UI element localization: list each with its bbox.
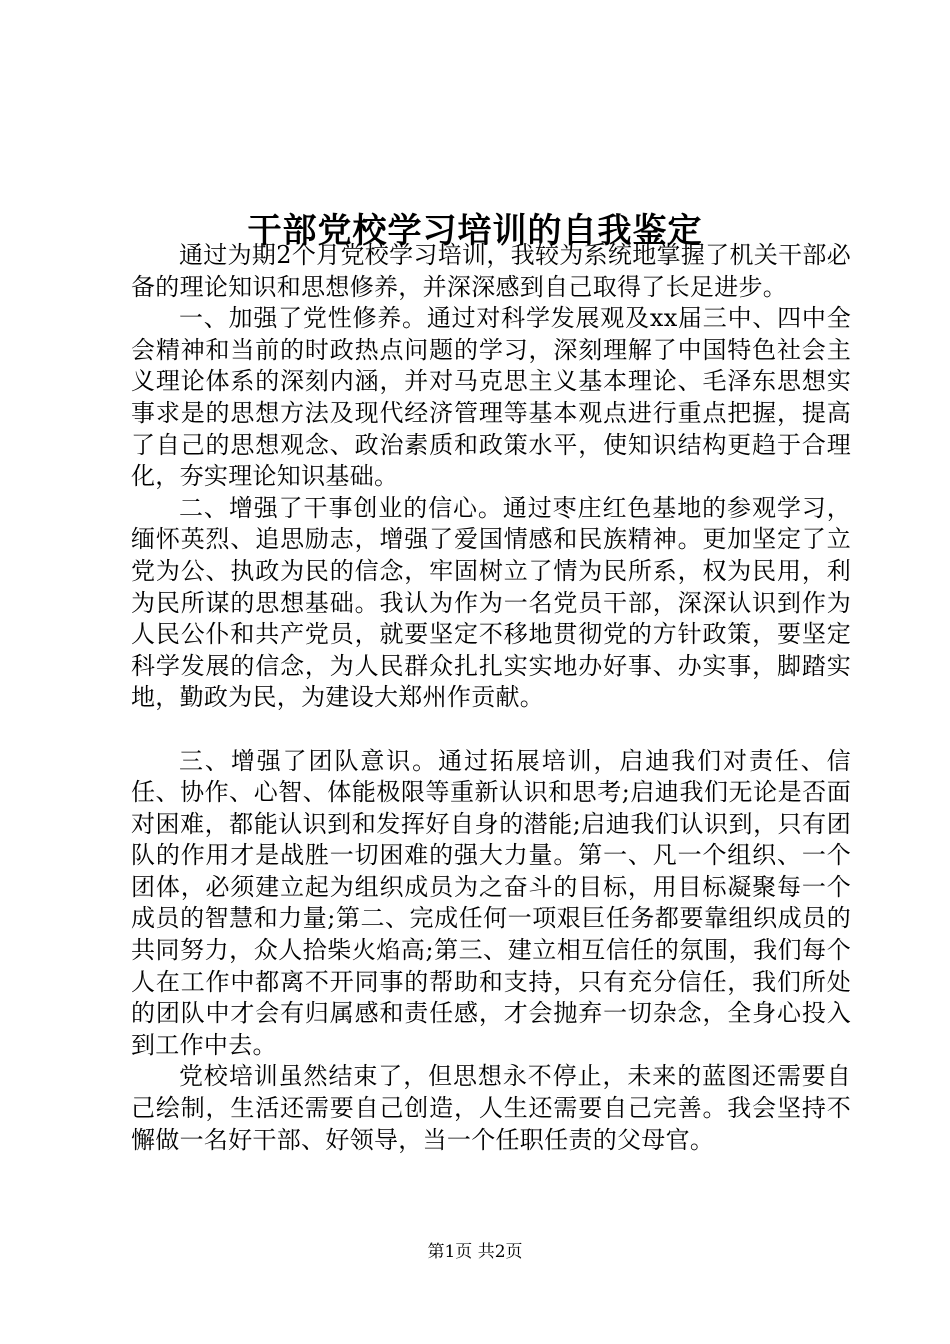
document-body bbox=[131, 240, 851, 1156]
paragraph-section-3: 三、增强了团队意识。通过拓展培训，启迪我们对责任、信任、协作、心智、体能极限等重新认识和思考;启迪我们无论是否面对困难，都能认识到和发挥好自身的潜能;启迪我们认识到，只有团队的作用才是战胜一切困难的强大力量。第一、凡一个组织、一个团体，必须建立起为组织成员为之奋斗的目标，用目标凝聚每一个成员的智慧和力量;第二、完成任何一项艰巨任务都要靠组织成员的共同努力，众人拾柴火焰高;第三、建立相互信任的氛围，我们每个人在工作中都离不开同事的帮助和支持，只有充分信任，我们所处的团队中才会有归属感和责任感，才会抛弃一切杂念，全身心投入到工作中去。 bbox=[131, 746, 851, 1059]
paragraph-section-1: 一、加强了党性修养。通过对科学发展观及xx届三中、四中全会精神和当前的时政热点问题的学习，深刻理解了中国特色社会主义理论体系的深刻内涵，并对马克思主义基本理论、毛泽东思想实事求是的思想方法及现代经济管理等基本观点进行重点把握，提高了自己的思想观念、政治素质和政策水平，使知识结构更趋于合理化，夯实理论知识基础。 bbox=[131, 304, 851, 491]
paragraph-section-2: 二、增强了干事创业的信心。通过枣庄红色基地的参观学习，缅怀英烈、追思励志，增强了爱国情感和民族精神。更加坚定了立党为公、执政为民的信念，牢固树立了情为民所系，权为民用，利为民所谋的思想基础。我认为作为一名党员干部，深深认识到作为人民公仆和共产党员，就要坚定不移地贯彻党的方针政策，要坚定科学发展的信念，为人民群众扎扎实实地办好事、办实事，脚踏实地，勤政为民，为建设大郑州作贡献。 bbox=[131, 493, 851, 712]
page-number-footer: 第1页 共2页 bbox=[427, 1242, 523, 1262]
document-title: 干部党校学习培训的自我鉴定 bbox=[247, 210, 703, 251]
paragraph-intro: 通过为期2个月党校学习培训，我较为系统地掌握了机关干部必备的理论知识和思想修养，并深深感到自己取得了长足进步。 bbox=[131, 241, 851, 301]
paragraph-conclusion: 党校培训虽然结束了，但思想永不停止，未来的蓝图还需要自己绘制，生活还需要自己创造，人生还需要自己完善。我会坚持不懈做一名好干部、好领导，当一个任职任责的父母官。 bbox=[131, 1062, 851, 1154]
